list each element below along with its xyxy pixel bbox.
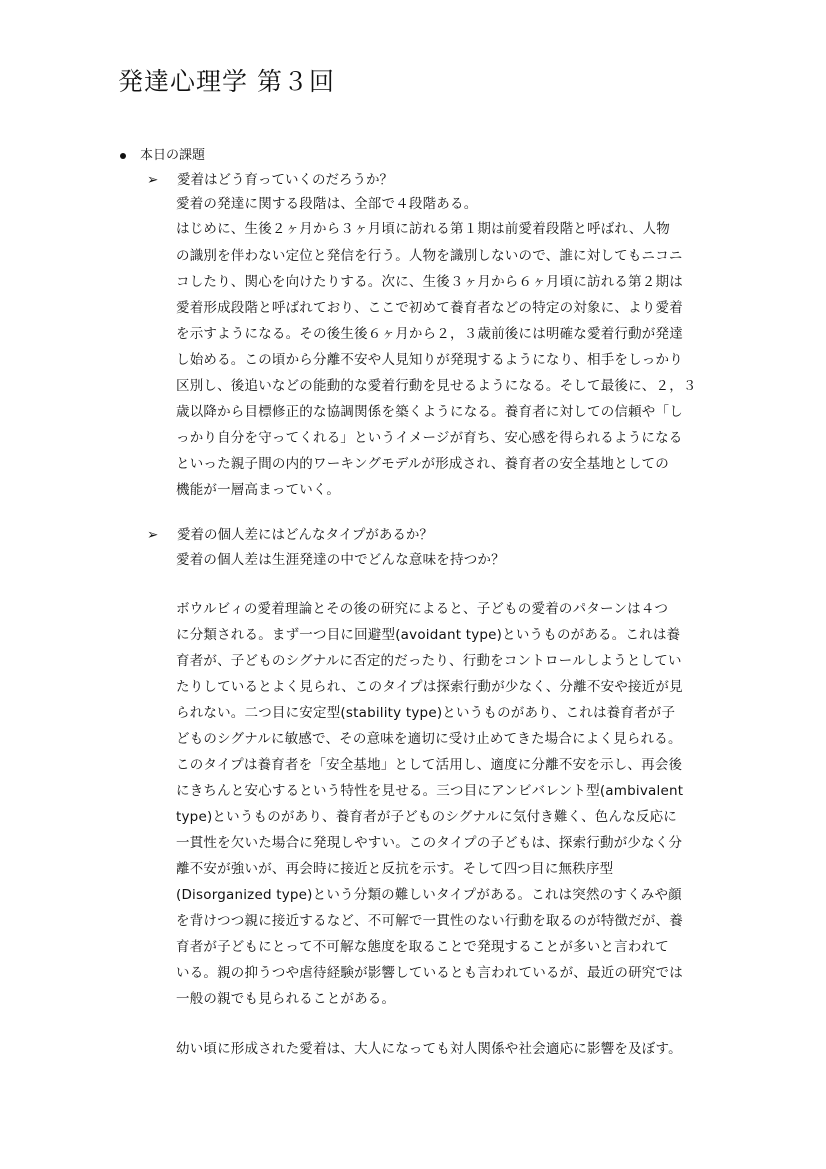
section2-line: 育者が、子どものシグナルに否定的だったり、行動をコントロールしようとしてい <box>176 653 682 669</box>
section2-line: にきちんと安心するという特性を見せる。三つ目にアンビバレント型(ambivalent <box>176 783 684 799</box>
section1-line: といった親子間の内的ワーキングモデルが形成され、養育者の安全基地としての <box>176 456 669 472</box>
arrow-bullet-icon: ➢ <box>147 527 159 543</box>
section2-line: に分類される。まず一つ目に回避型(avoidant type)というものがある。これは養 <box>176 627 681 643</box>
section2-subheading: 愛着の個人差は生涯発達の中でどんな意味を持つか？ <box>176 552 505 568</box>
section1-heading-row <box>147 168 393 188</box>
section2-heading: 愛着の個人差にはどんなタイプがあるか？ <box>177 527 433 543</box>
bullet-label: 本日の課題 <box>140 148 206 163</box>
section1-line: の識別を伴わない定位と発信を行う。人物を識別しないので、誰に対してもニコニ <box>176 248 683 264</box>
section2-line: 一貫性を欠いた場合に発現しやすい。このタイプの子どもは、探索行動が少なく分 <box>176 835 683 851</box>
section1-line: 区別し、後追いなどの能動的な愛着行動を見せるようになる。そして最後に、２，３ <box>176 378 697 394</box>
section1-line: 歳以降から目標修正的な協調関係を築くようになる。養育者に対しての信頼や「し <box>176 404 683 420</box>
section1-line: を示すようになる。その後生後６ヶ月から２，３歳前後には明確な愛着行動が発達 <box>176 326 683 342</box>
closing-paragraph: 幼い頃に形成された愛着は、大人になっても対人関係や社会適応に影響を及ぼす。 <box>176 1041 682 1057</box>
section2-line: 一般の親でも見られることがある。 <box>176 991 396 1007</box>
section1-line: し始める。この頃から分離不安や人見知りが発現するようになり、相手をしっかり <box>176 352 683 368</box>
section2-heading-row <box>147 523 433 543</box>
section2-line: 離不安が強いが、再会時に接近と反抗を示す。そして四つ目に無秩序型 <box>176 861 614 877</box>
section2-line: 育者が子どもにとって不可解な態度を取ることで発現することが多いと言われて <box>176 939 669 955</box>
section2-line: いる。親の抑うつや虐待経験が影響しているとも言われているが、最近の研究では <box>176 965 683 981</box>
section2-line: どものシグナルに敏感で、その意味を適切に受け止めてきた場合によく見られる。 <box>176 731 682 747</box>
section2-line: (Disorganized type)という分類の難しいタイプがある。これは突然のすくみや顔 <box>176 887 682 903</box>
section2-line: このタイプは養育者を「安全基地」として活用し、適度に分離不安を示し、再会後 <box>176 757 683 773</box>
bullet-item-today <box>120 144 205 163</box>
page-title: 発達心理学 第３回 <box>118 67 335 96</box>
section1-heading: 愛着はどう育っていくのだろうか？ <box>177 172 393 188</box>
section2-line: られない。二つ目に安定型(stability type)というものがあり、これは養育者が子 <box>176 705 676 721</box>
bullet-icon <box>120 153 126 159</box>
section1-line: コしたり、関心を向けたりする。次に、生後３ヶ月から６ヶ月頃に訪れる第２期は <box>176 274 683 290</box>
section1-line: っかり自分を守ってくれる」というイメージが育ち、安心感を得られるようになる <box>176 430 683 446</box>
section2-line: ボウルビィの愛着理論とその後の研究によると、子どもの愛着のパターンは４つ <box>176 601 669 617</box>
section2-line: を背けつつ親に接近するなど、不可解で一貫性のない行動を取るのが特徴だが、養 <box>176 913 683 929</box>
section1-line: 機能が一層高まっていく。 <box>176 482 341 498</box>
section1-line: 愛着形成段階と呼ばれており、ここで初めて養育者などの特定の対象に、より愛着 <box>176 300 683 316</box>
arrow-bullet-icon: ➢ <box>147 172 159 188</box>
section2-line: type)というものがあり、養育者が子どものシグナルに気付き難く、色んな反応に <box>176 809 678 825</box>
section1-line: 愛着の発達に関する段階は、全部で４段階ある。 <box>176 196 478 212</box>
section1-line: はじめに、生後２ヶ月から３ヶ月頃に訪れる第１期は前愛着段階と呼ばれ、人物 <box>176 221 671 237</box>
section2-line: たりしているとよく見られ、このタイプは探索行動が少なく、分離不安や接近が見 <box>176 679 683 695</box>
